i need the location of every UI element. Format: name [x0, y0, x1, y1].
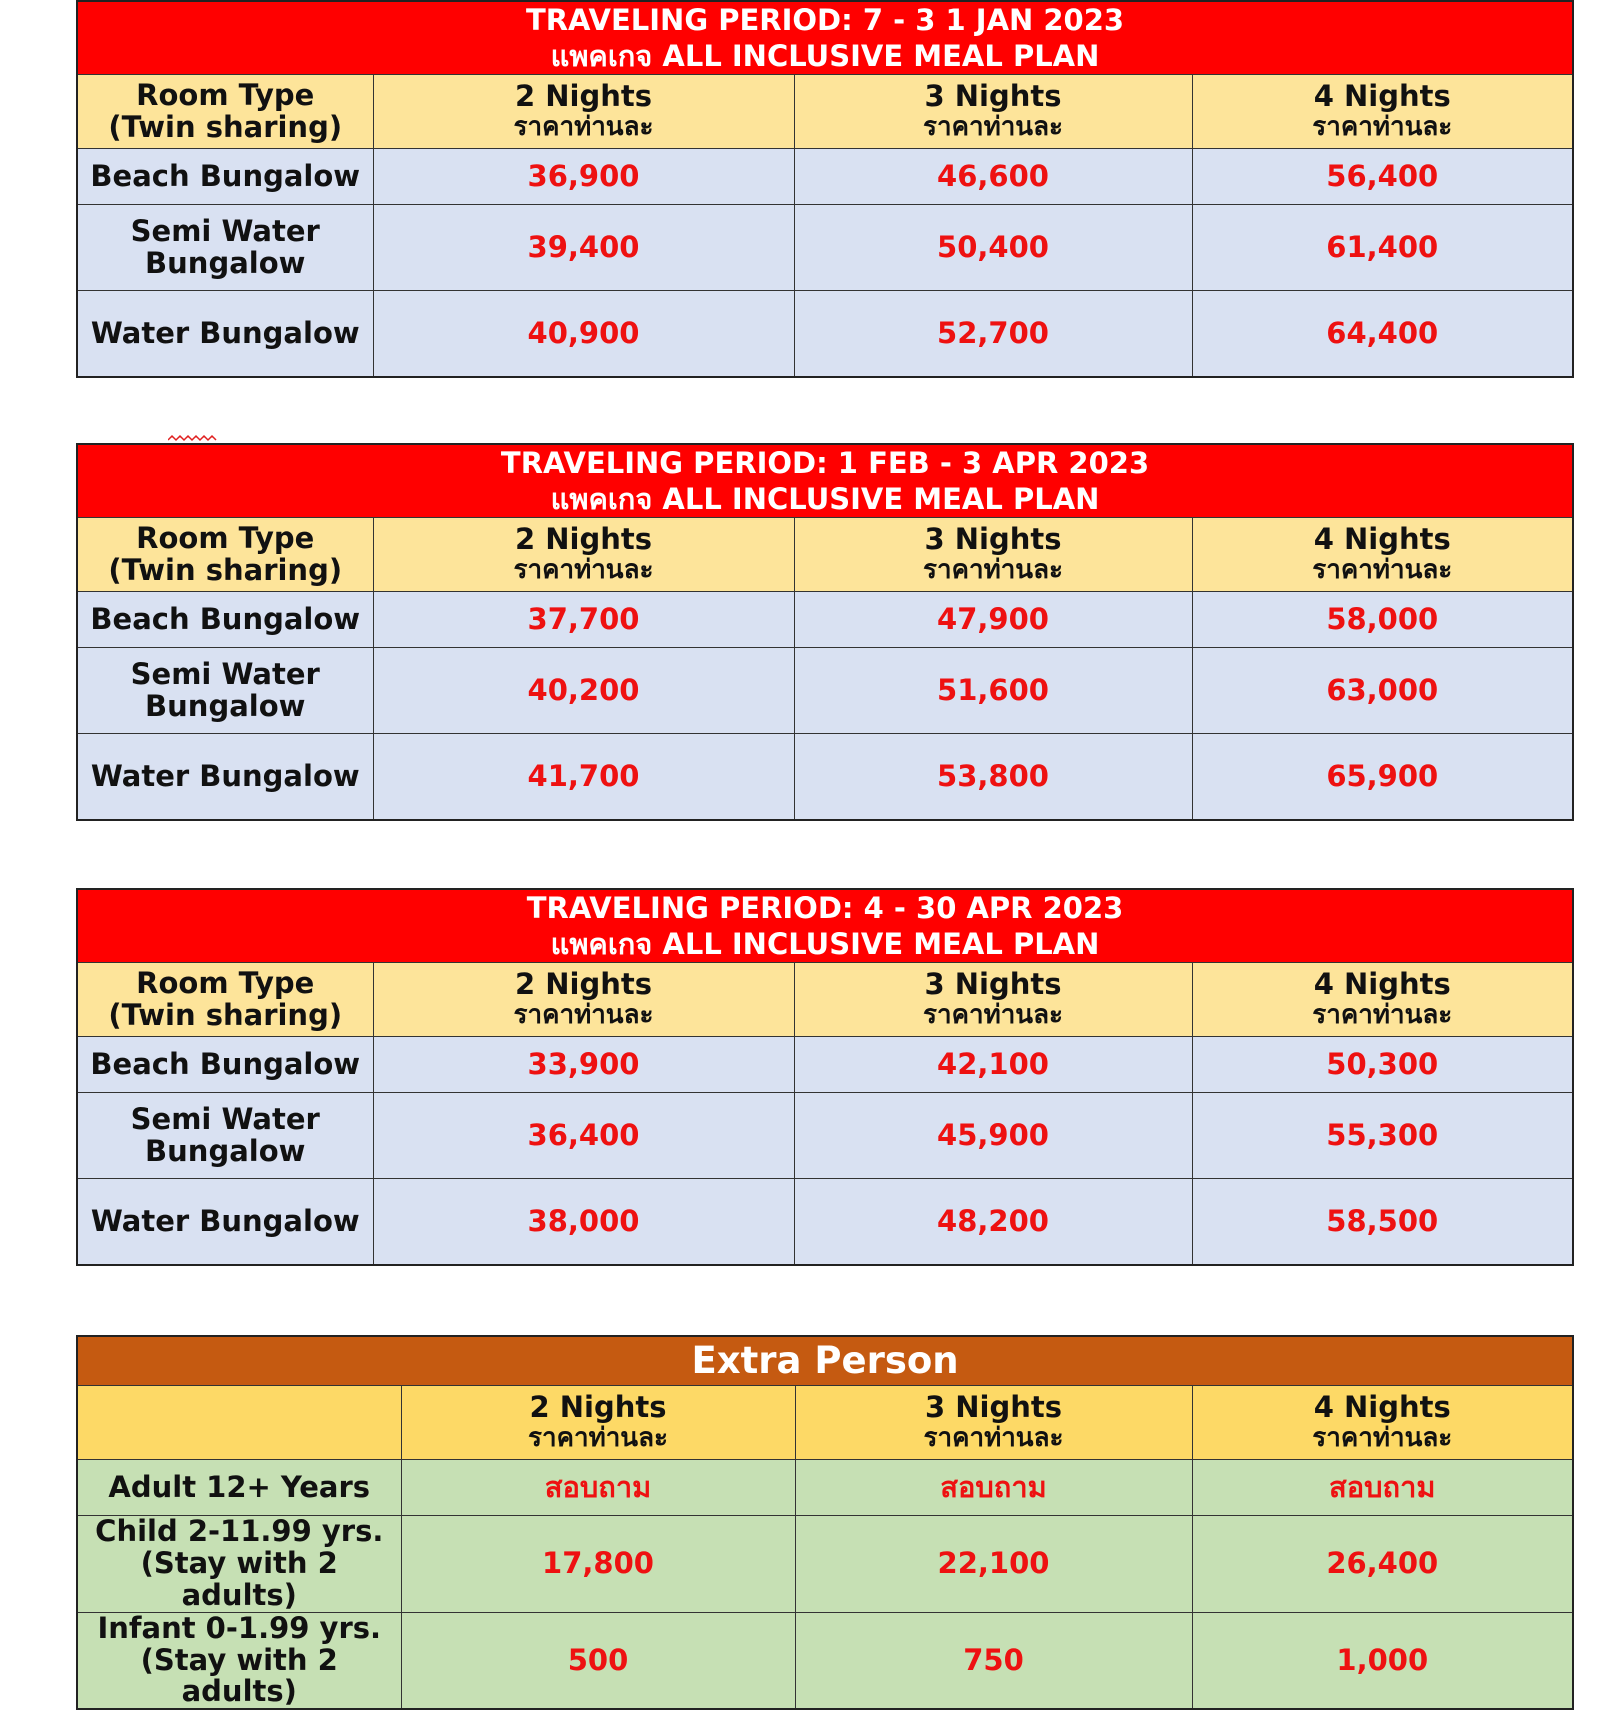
table-row	[77, 648, 1573, 734]
room-name: Semi Water Bungalow	[77, 648, 373, 734]
room-name: Water Bungalow	[77, 1179, 373, 1266]
room-name: Water Bungalow	[77, 734, 373, 821]
spellcheck-squiggle-icon	[168, 434, 218, 442]
table-row	[77, 205, 1573, 291]
price-cell: 40,200	[373, 648, 794, 734]
room-name: Semi Water Bungalow	[77, 1093, 373, 1179]
price-cell: 500	[401, 1612, 795, 1709]
guest-category: Child 2-11.99 yrs. (Stay with 2 adults)	[77, 1516, 401, 1613]
room-name: Semi Water Bungalow	[77, 205, 373, 291]
guest-category: Infant 0-1.99 yrs. (Stay with 2 adults)	[77, 1612, 401, 1709]
column-header-row	[77, 75, 1573, 149]
table-row	[77, 291, 1573, 378]
nights-header-2: 2 Nights ราคาท่านละ	[373, 75, 794, 149]
room-type-header: Room Type (Twin sharing)	[77, 75, 373, 149]
price-cell: 36,400	[373, 1093, 794, 1179]
price-cell: 40,900	[373, 291, 794, 378]
price-cell: 58,000	[1192, 592, 1573, 648]
price-cell: 47,900	[794, 592, 1192, 648]
extra-person-title: Extra Person	[77, 1336, 1573, 1386]
nights-header-2: 2 Nights ราคาท่านละ	[373, 963, 794, 1037]
price-cell: 41,700	[373, 734, 794, 821]
table-row	[77, 1179, 1573, 1266]
price-cell: 48,200	[794, 1179, 1192, 1266]
nights-header-2: 2 Nights ราคาท่านละ	[401, 1386, 795, 1460]
price-cell: 1,000	[1192, 1612, 1573, 1709]
period-table-3	[76, 888, 1572, 1266]
price-cell: 26,400	[1192, 1516, 1573, 1613]
price-cell: 37,700	[373, 592, 794, 648]
period-table-2	[76, 443, 1572, 821]
room-name: Beach Bungalow	[77, 592, 373, 648]
column-header-row	[77, 518, 1573, 592]
price-cell: 65,900	[1192, 734, 1573, 821]
nights-header-3: 3 Nights ราคาท่านละ	[794, 518, 1192, 592]
price-cell: สอบถาม	[401, 1460, 795, 1516]
nights-header-4: 4 Nights ราคาท่านละ	[1192, 75, 1573, 149]
nights-header-4: 4 Nights ราคาท่านละ	[1192, 963, 1573, 1037]
price-cell: 63,000	[1192, 648, 1573, 734]
nights-header-4: 4 Nights ราคาท่านละ	[1192, 518, 1573, 592]
price-cell: 64,400	[1192, 291, 1573, 378]
table-row	[77, 1516, 1573, 1613]
table-row	[77, 1612, 1573, 1709]
price-cell: 17,800	[401, 1516, 795, 1613]
price-cell: 38,000	[373, 1179, 794, 1266]
price-cell: 53,800	[794, 734, 1192, 821]
table-row	[77, 1037, 1573, 1093]
price-cell: สอบถาม	[1192, 1460, 1573, 1516]
price-cell: 39,400	[373, 205, 794, 291]
price-cell: 51,600	[794, 648, 1192, 734]
table-row	[77, 149, 1573, 205]
table-row	[77, 1460, 1573, 1516]
extra-person-table	[76, 1335, 1572, 1710]
price-cell: 52,700	[794, 291, 1192, 378]
price-cell: 50,300	[1192, 1037, 1573, 1093]
room-type-header: Room Type (Twin sharing)	[77, 963, 373, 1037]
period-table-1	[76, 0, 1572, 378]
price-cell: 56,400	[1192, 149, 1573, 205]
table-row	[77, 592, 1573, 648]
price-cell: 55,300	[1192, 1093, 1573, 1179]
price-cell: 61,400	[1192, 205, 1573, 291]
price-cell: 22,100	[795, 1516, 1192, 1613]
nights-header-3: 3 Nights ราคาท่านละ	[795, 1386, 1192, 1460]
period-title: TRAVELING PERIOD: 1 FEB - 3 APR 2023 แพคเกจ ALL INCLUSIVE MEAL PLAN	[77, 444, 1573, 518]
table-row	[77, 734, 1573, 821]
room-name: Water Bungalow	[77, 291, 373, 378]
price-cell: 33,900	[373, 1037, 794, 1093]
room-type-header: Room Type (Twin sharing)	[77, 518, 373, 592]
room-name: Beach Bungalow	[77, 1037, 373, 1093]
empty-header-cell	[77, 1386, 401, 1460]
price-cell: 46,600	[794, 149, 1192, 205]
room-name: Beach Bungalow	[77, 149, 373, 205]
price-cell: 58,500	[1192, 1179, 1573, 1266]
column-header-row	[77, 963, 1573, 1037]
column-header-row	[77, 1386, 1573, 1460]
period-title: TRAVELING PERIOD: 7 - 3 1 JAN 2023 แพคเกจ ALL INCLUSIVE MEAL PLAN	[77, 1, 1573, 75]
nights-header-3: 3 Nights ราคาท่านละ	[794, 963, 1192, 1037]
price-cell: 750	[795, 1612, 1192, 1709]
nights-header-3: 3 Nights ราคาท่านละ	[794, 75, 1192, 149]
guest-category: Adult 12+ Years	[77, 1460, 401, 1516]
table-row	[77, 1093, 1573, 1179]
period-title: TRAVELING PERIOD: 4 - 30 APR 2023 แพคเกจ ALL INCLUSIVE MEAL PLAN	[77, 889, 1573, 963]
price-cell: สอบถาม	[795, 1460, 1192, 1516]
nights-header-4: 4 Nights ราคาท่านละ	[1192, 1386, 1573, 1460]
price-cell: 45,900	[794, 1093, 1192, 1179]
price-cell: 42,100	[794, 1037, 1192, 1093]
nights-header-2: 2 Nights ราคาท่านละ	[373, 518, 794, 592]
price-cell: 50,400	[794, 205, 1192, 291]
price-cell: 36,900	[373, 149, 794, 205]
